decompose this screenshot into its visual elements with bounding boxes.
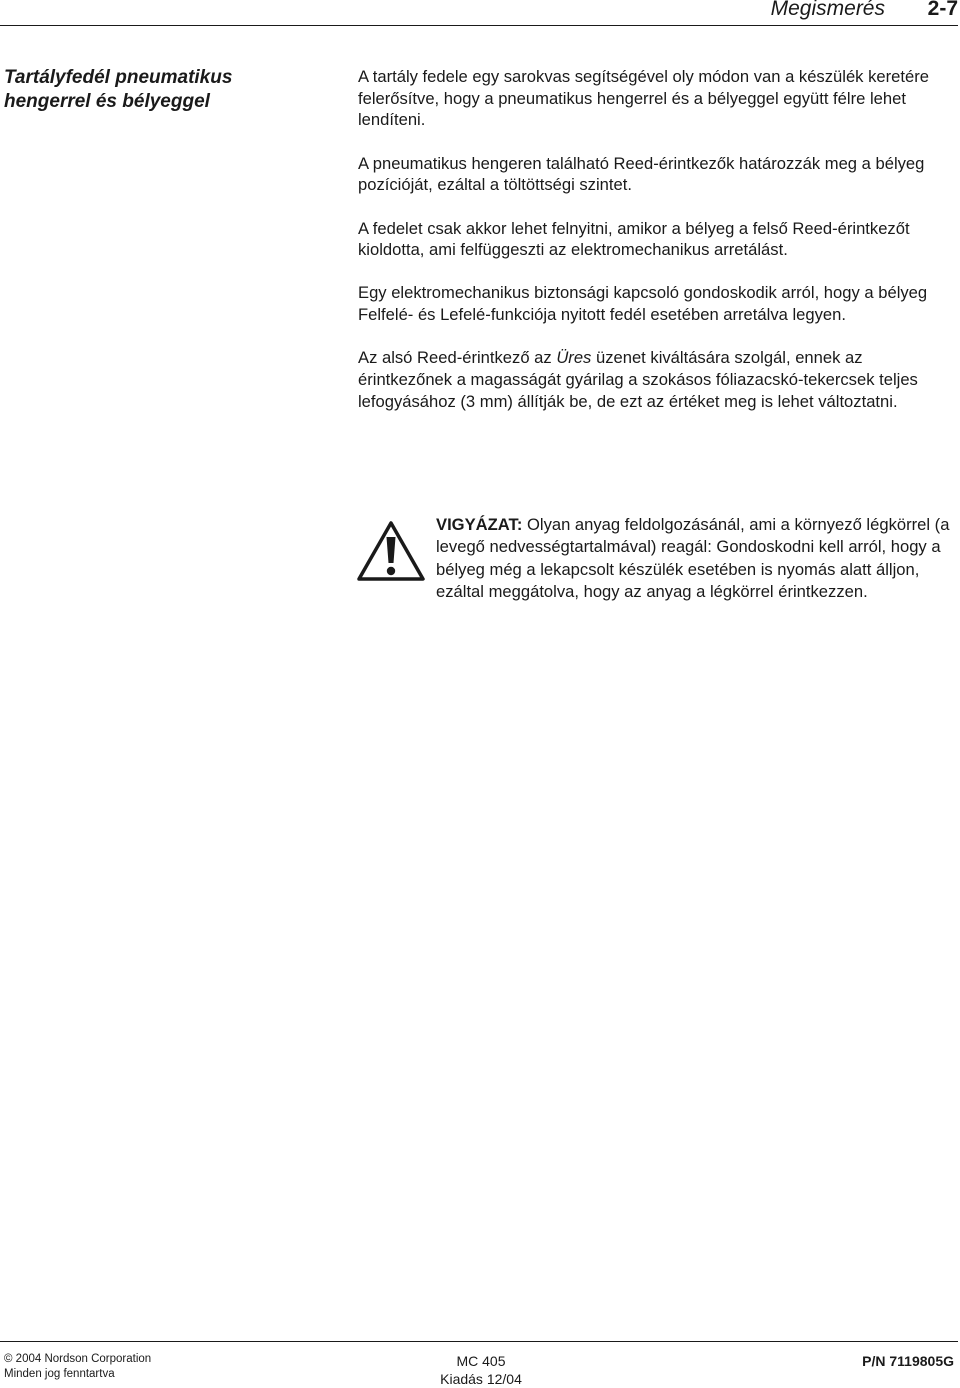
warning-label: VIGYÁZAT: (436, 515, 523, 534)
paragraph-5-before: Az alsó Reed-érintkező az (358, 348, 557, 368)
footer-edition-block (381, 1352, 581, 1388)
paragraph-5-after: üzenet kiváltására szolgál, ennek az érintkezőnek a magasságát gyárilag a szokásos fóliazacskó-tekercsek teljes lefogyásához (3 mm) állítják be, de ezt az értéket meg is lehet változtatni. (358, 348, 918, 411)
warning-text (436, 514, 956, 603)
page-header (0, 0, 960, 26)
footer-edition: Kiadás 12/04 (440, 1371, 522, 1387)
paragraph-3: A fedelet csak akkor lehet felnyitni, amikor a bélyeg a felső Reed-érintkezőt kioldotta, ami felfüggeszti az elektromechanikus arretálást. (358, 218, 910, 260)
side-heading (4, 66, 304, 114)
paragraph-4: Egy elektromechanikus biztonsági kapcsoló gondoskodik arról, hogy a bélyeg Felfelé- és Lefelé-funkciója nyitott fedél esetében arretálva legyen. (358, 283, 928, 325)
footer-copyright: © 2004 Nordson Corporation (4, 1353, 152, 1365)
header-page-number: 2-7 (927, 0, 958, 20)
warning-message: Olyan anyag feldolgozásánál, ami a környező légkörrel (a levegő nedvességtartalmával) reagál: Gondoskodni kell arról, hogy a bélyeg még a lekapcsolt készülék esetében is nyomás alatt álljon, ezáltal meggátolva, hogy az anyag a légkörrel érintkezzen. (436, 515, 950, 601)
header-section-title: Megismerés (770, 0, 885, 20)
paragraph-5-emphasis: Üres (556, 348, 592, 368)
side-heading-line-1: Tartályfedél pneumatikus (4, 67, 233, 88)
body-text (358, 66, 956, 434)
paragraph-5 (358, 347, 956, 412)
paragraph-2: A pneumatikus hengeren található Reed-érintkezők határozzák meg a bélyeg pozícióját, ezáltal a töltöttségi szintet. (358, 153, 925, 195)
footer-rights: Minden jog fenntartva (4, 1368, 115, 1380)
side-heading-line-2: hengerrel és bélyeggel (4, 91, 210, 112)
paragraph-1: A tartály fedele egy sarokvas segítségével oly módon van a készülék keretére felerősítve, hogy a pneumatikus hengerrel és a bélyeggel együtt félre lehet lendíteni. (358, 67, 929, 130)
header-divider (0, 25, 958, 26)
footer-model: MC 405 (456, 1353, 506, 1369)
footer-divider (0, 1341, 958, 1342)
warning-block (356, 514, 956, 634)
footer-copyright-block (4, 1352, 151, 1382)
footer-part-number: P/N 7119805G (862, 1353, 954, 1369)
warning-triangle-icon (356, 520, 426, 582)
